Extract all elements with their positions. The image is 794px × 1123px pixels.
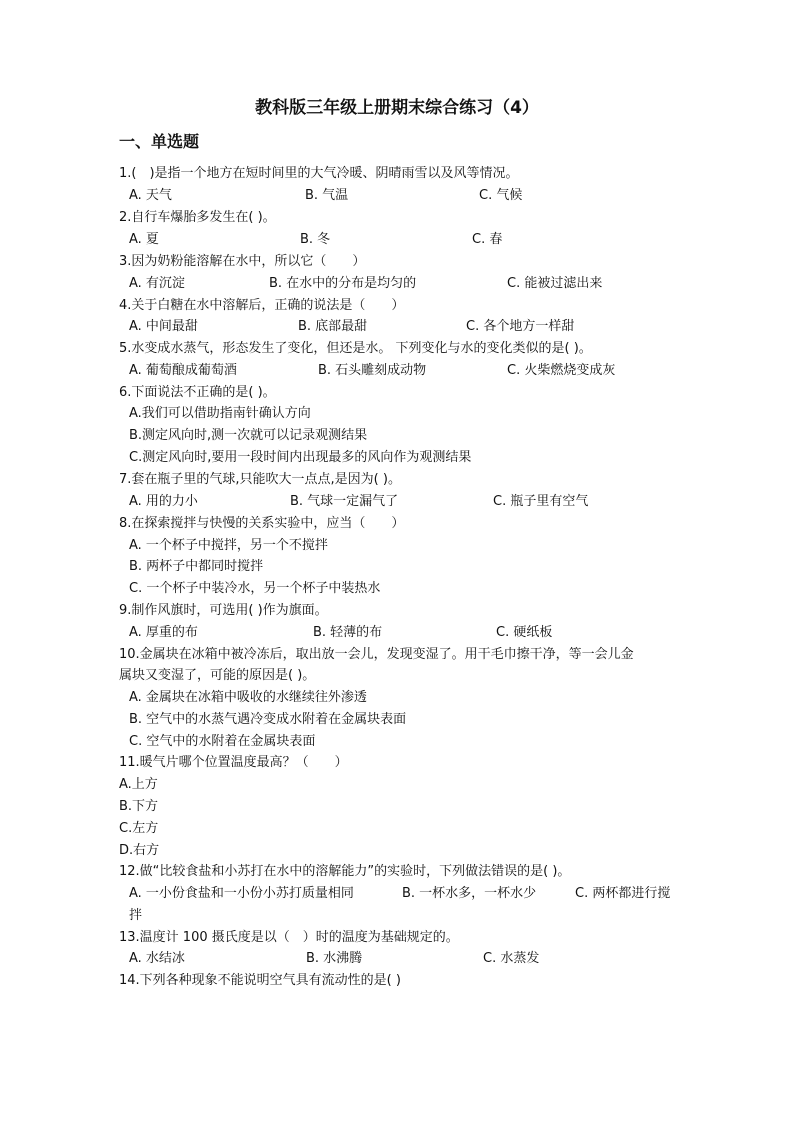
page-title: 教科版三年级上册期末综合练习（4） [255,98,539,118]
q12-option-c-wrap: 拌 [129,908,143,923]
question-3: 3.因为奶粉能溶解在水中，所以它（ ） [119,254,366,269]
q13-option-b: B. 水沸腾 [306,951,363,966]
section-heading: 一、单选题 [119,132,200,151]
q12-option-c: C. 两杯都进行搅 [575,886,671,901]
q5-option-b: B. 石头雕刻成动物 [318,363,427,378]
q4-option-b: B. 底部最甜 [298,319,368,334]
q1-option-a: A. 天气 [129,188,172,203]
question-9: 9.制作风旗时，可选用( )作为旗面。 [119,603,328,618]
q5-option-a: A. 葡萄酿成葡萄酒 [129,363,237,378]
question-5: 5.水变成水蒸气，形态发生了变化，但还是水。 下列变化与水的变化类似的是( )。 [119,341,592,356]
q11-option-a: A.上方 [119,777,158,792]
q2-option-a: A. 夏 [129,232,159,247]
q8-option-a: A. 一个杯子中搅拌，另一个不搅拌 [129,538,328,553]
q11-option-b: B.下方 [119,799,159,814]
q7-option-a: A. 用的力小 [129,494,198,509]
q11-option-d: D.右方 [119,843,160,858]
q3-option-a: A. 有沉淀 [129,276,185,291]
question-2: 2.自行车爆胎多发生在( )。 [119,210,276,225]
q7-option-b: B. 气球一定漏气了 [290,494,399,509]
question-10: 10.金属块在冰箱中被冷冻后，取出放一会儿，发现变湿了。用干毛巾擦干净，等一会儿金 [119,647,634,662]
q13-option-c: C. 水蒸发 [483,951,540,966]
q10-option-b: B. 空气中的水蒸气遇冷变成水附着在金属块表面 [129,712,407,727]
q10-option-a: A. 金属块在冰箱中吸收的水继续往外渗透 [129,690,367,705]
q12-option-b: B. 一杯水多，一杯水少 [402,886,537,901]
q6-option-a: A.我们可以借助指南针确认方向 [129,406,311,421]
question-4: 4.关于白糖在水中溶解后，正确的说法是（ ） [119,298,405,313]
q4-option-c: C. 各个地方一样甜 [466,319,575,334]
q13-option-a: A. 水结冰 [129,951,185,966]
question-6: 6.下面说法不正确的是( )。 [119,385,276,400]
q3-option-b: B. 在水中的分布是均匀的 [269,276,417,291]
q9-option-b: B. 轻薄的布 [313,625,383,640]
q9-option-c: C. 硬纸板 [496,625,553,640]
q12-option-a: A. 一小份食盐和一小份小苏打质量相同 [129,886,354,901]
q1-option-c: C. 气候 [479,188,523,203]
q4-option-a: A. 中间最甜 [129,319,198,334]
question-12: 12.做“比较食盐和小苏打在水中的溶解能力”的实验时，下列做法错误的是( )。 [119,864,571,879]
q6-option-b: B.测定风向时,测一次就可以记录观测结果 [129,428,368,443]
question-1: 1.( )是指一个地方在短时间里的大气冷暖、阴晴雨雪以及风等情况。 [119,166,519,181]
q5-option-c: C. 火柴燃烧变成灰 [507,363,616,378]
q3-option-c: C. 能被过滤出来 [507,276,603,291]
q11-option-c: C.左方 [119,821,159,836]
q1-option-b: B. 气温 [305,188,349,203]
question-14: 14.下列各种现象不能说明空气具有流动性的是( ) [119,973,401,988]
question-7: 7.套在瓶子里的气球,只能吹大一点点,是因为( )。 [119,472,401,487]
question-8: 8.在探索搅拌与快慢的关系实验中，应当（ ） [119,516,405,531]
question-10-continued: 属块又变湿了，可能的原因是( )。 [119,668,316,683]
q8-option-b: B. 两杯子中都同时搅拌 [129,559,264,574]
question-11: 11.暖气片哪个位置温度最高？（ ） [119,755,348,770]
q10-option-c: C. 空气中的水附着在金属块表面 [129,734,316,749]
q9-option-a: A. 厚重的布 [129,625,198,640]
q2-option-b: B. 冬 [300,232,331,247]
question-13: 13.温度计 100 摄氏度是以（ ）时的温度为基础规定的。 [119,930,459,945]
q2-option-c: C. 春 [472,232,503,247]
q8-option-c: C. 一个杯子中装冷水，另一个杯子中装热水 [129,581,381,596]
q6-option-c: C.测定风向时,要用一段时间内出现最多的风向作为观测结果 [129,450,472,465]
q7-option-c: C. 瓶子里有空气 [493,494,589,509]
